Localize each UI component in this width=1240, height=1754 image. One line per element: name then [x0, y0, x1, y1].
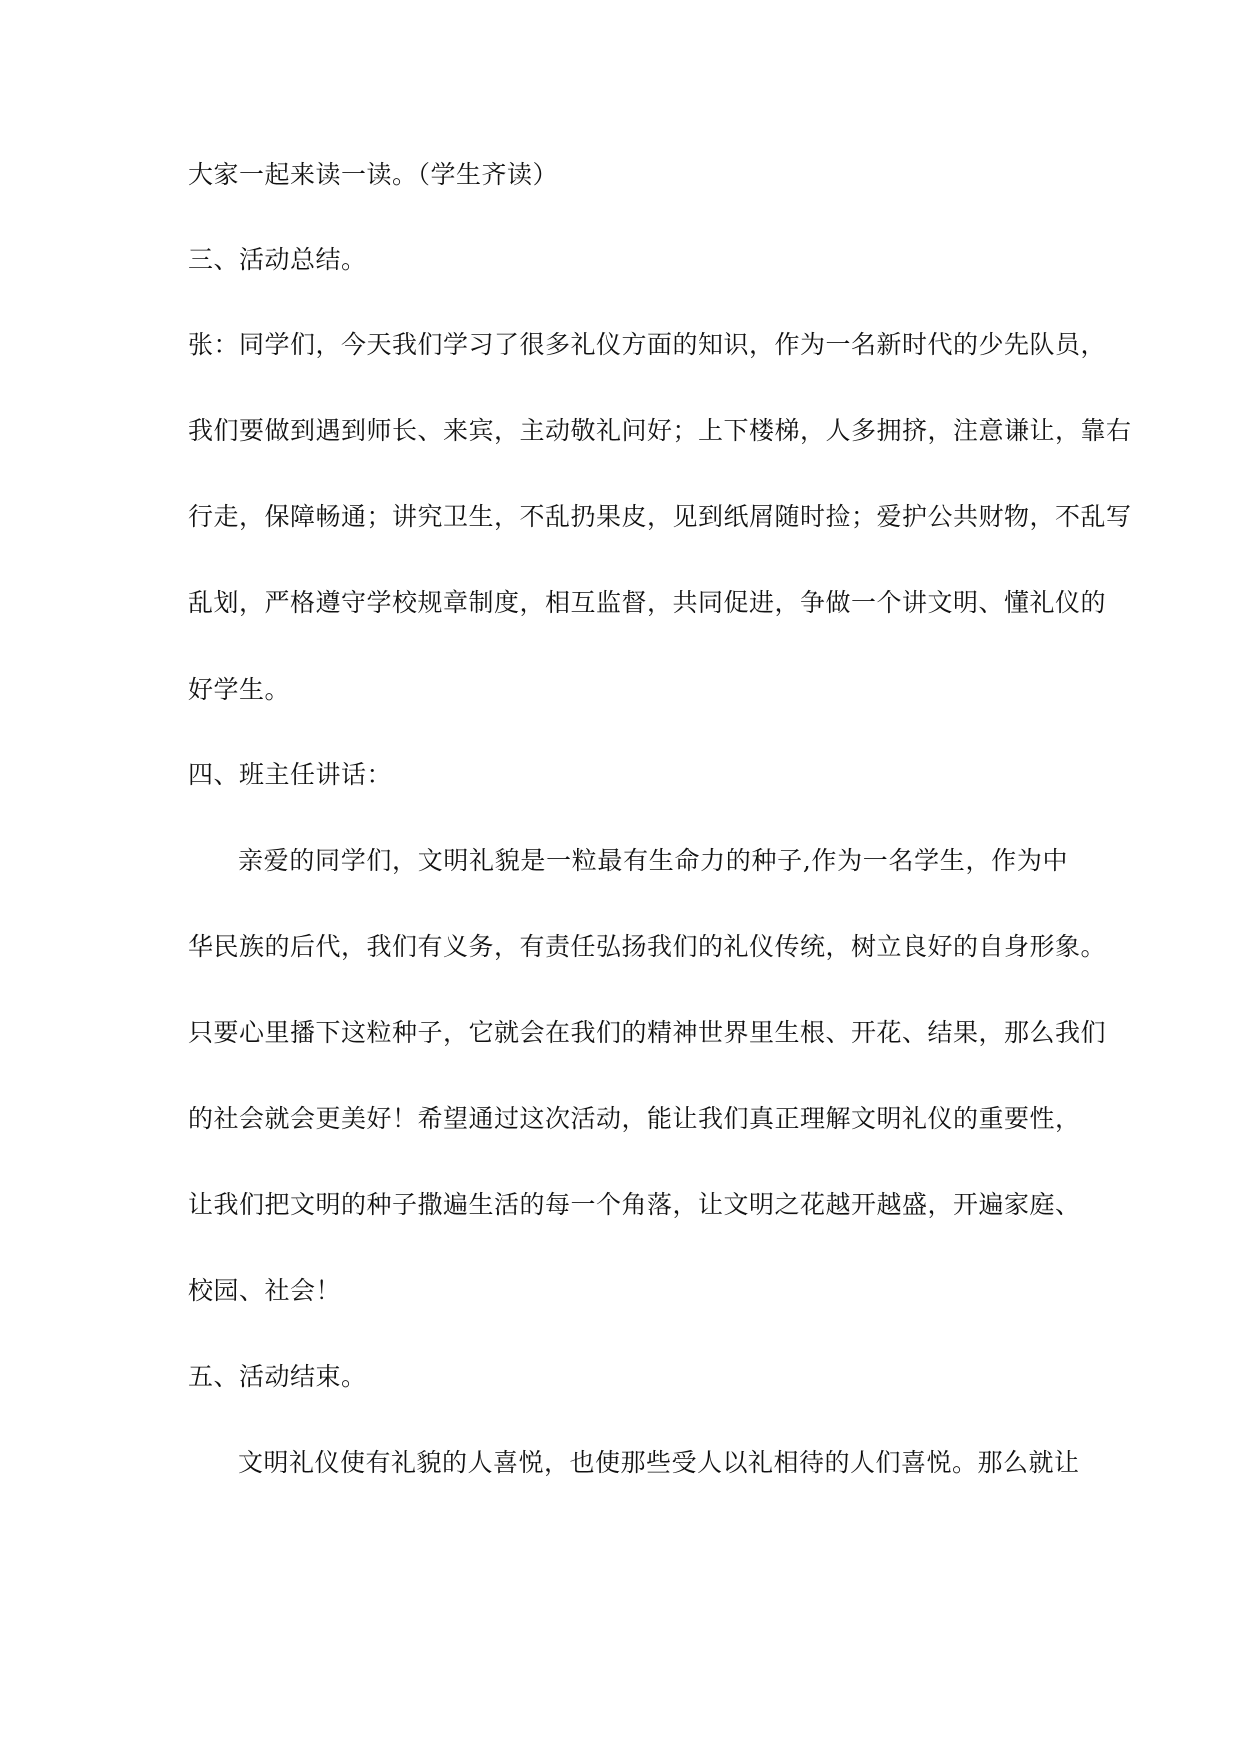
- text-line-14: 校园、社会！: [188, 1276, 342, 1305]
- text-line-3: 张：同学们，今天我们学习了很多礼仪方面的知识，作为一名新时代的少先队员，: [188, 330, 1107, 359]
- text-line-5: 行走，保障畅通；讲究卫生，不乱扔果皮，见到纸屑随时捡；爱护公共财物，不乱写: [188, 502, 1132, 531]
- text-line-12: 的社会就会更美好！希望通过这次活动，能让我们真正理解文明礼仪的重要性，: [188, 1104, 1081, 1133]
- text-line-4: 我们要做到遇到师长、来宾，主动敬礼问好；上下楼梯，人多拥挤，注意谦让，靠右: [188, 416, 1132, 445]
- text-line-16: 文明礼仪使有礼貌的人喜悦，也使那些受人以礼相待的人们喜悦。那么就让: [238, 1448, 1080, 1477]
- text-line-10: 华民族的后代，我们有义务，有责任弘扬我们的礼仪传统，树立良好的自身形象。: [188, 932, 1107, 961]
- text-line-7: 好学生。: [188, 675, 291, 704]
- text-line-13: 让我们把文明的种子撒遍生活的每一个角落，让文明之花越开越盛，开遍家庭、: [188, 1190, 1081, 1219]
- text-line-9: 亲爱的同学们，文明礼貌是一粒最有生命力的种子,作为一名学生，作为中: [238, 846, 1068, 875]
- text-line-6: 乱划，严格遵守学校规章制度，相互监督，共同促进，争做一个讲文明、懂礼仪的: [188, 588, 1107, 617]
- section-heading-activity-end: 五、活动结束。: [188, 1362, 367, 1391]
- text-line-11: 只要心里播下这粒种子，它就会在我们的精神世界里生根、开花、结果，那么我们: [188, 1018, 1107, 1047]
- section-heading-activity-summary: 三、活动总结。: [188, 245, 367, 274]
- text-line-1: 大家一起来读一读。（学生齐读）: [188, 160, 559, 189]
- section-heading-teacher-speech: 四、班主任讲话：: [188, 760, 393, 789]
